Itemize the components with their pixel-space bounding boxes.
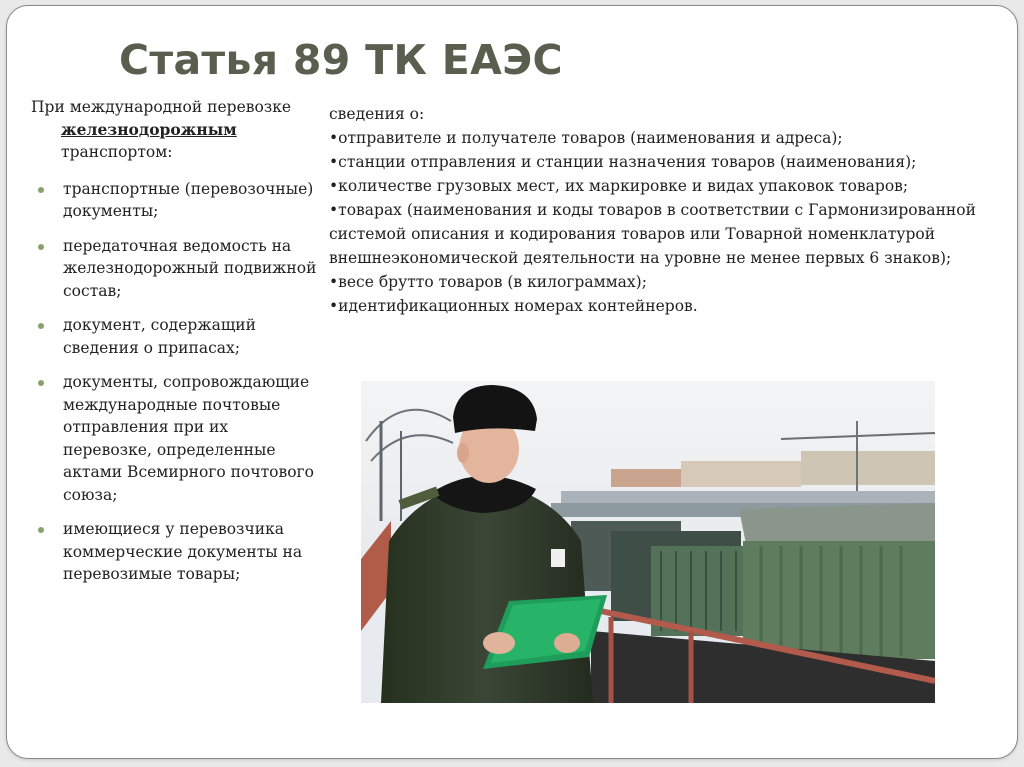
intro-emphasis: железнодорожным [61, 119, 237, 139]
info-item: •весе брутто товаров (в килограммах); [329, 273, 647, 291]
list-item [31, 235, 321, 303]
slide [6, 5, 1018, 759]
info-item: •отправителе и получателе товаров (наименования и адреса); [329, 129, 843, 147]
info-item: •товарах (наименования и коды товаров в соответствии с Гармонизированной системой описания и кодирования товаров или Товарной номенклатурой внешнеэкономической деятельности на уровне не менее первых 6 знаков); [329, 201, 976, 267]
railway-yard-illustration [361, 381, 935, 703]
left-column [31, 96, 321, 598]
list-item [31, 371, 321, 506]
bullet-icon [38, 187, 44, 193]
intro-prefix: При международной перевозке [31, 98, 292, 116]
bullet-icon [38, 323, 44, 329]
list-item [31, 314, 321, 359]
bullet-icon [38, 527, 44, 533]
list-item-text: имеющиеся у перевозчика коммерческие документы на перевозимые товары; [63, 520, 303, 583]
right-column [329, 102, 999, 318]
intro-text [31, 96, 321, 164]
list-item [31, 518, 321, 586]
list-item-text: транспортные (перевозочные) документы; [63, 179, 314, 220]
list-item-text: документ, содержащий сведения о припасах; [63, 316, 256, 357]
info-item: •количестве грузовых мест, их маркировке и видах упаковок товаров; [329, 177, 909, 195]
documents-list [31, 178, 321, 586]
info-item: •станции отправления и станции назначения товаров (наименования); [329, 153, 917, 171]
info-heading: сведения о: [329, 105, 425, 123]
bullet-icon [38, 244, 44, 250]
slide-title: Статья 89 ТК ЕАЭС [119, 36, 563, 84]
bullet-icon [38, 380, 44, 386]
list-item [31, 178, 321, 223]
list-item-text: документы, сопровождающие международные почтовые отправления при их перевозке, определенные актами Всемирного почтового союза; [63, 373, 314, 504]
list-item-text: передаточная ведомость на железнодорожный подвижной состав; [63, 236, 317, 300]
intro-suffix: транспортом: [61, 143, 173, 161]
customs-officer-photo [361, 381, 935, 703]
info-item: •идентификационных номерах контейнеров. [329, 297, 698, 315]
